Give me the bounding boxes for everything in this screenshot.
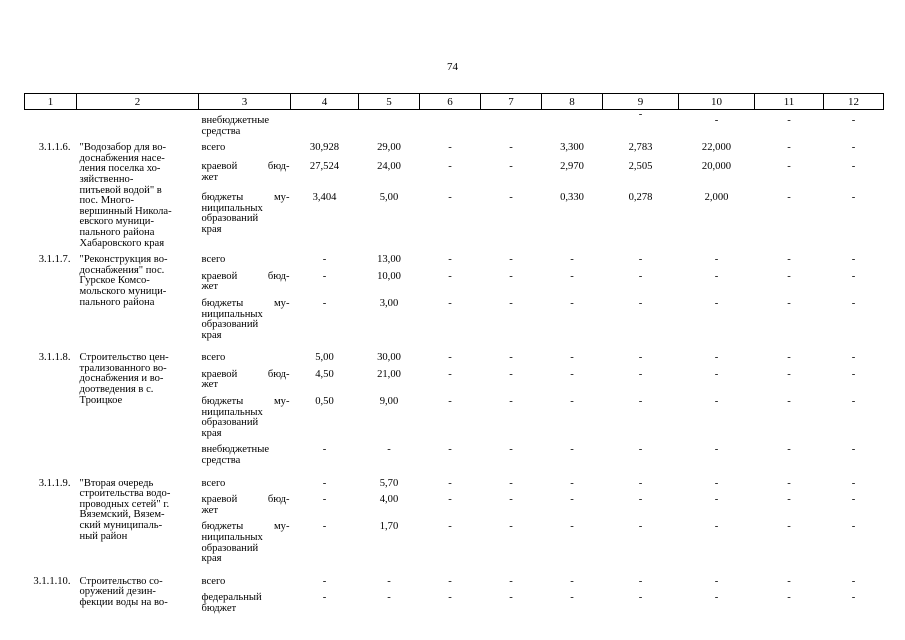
value-cell: - (570, 444, 574, 456)
value-cell: - (787, 521, 791, 533)
value-cell: - (322, 254, 327, 266)
value-cell: 5,00 (315, 352, 334, 364)
value-cell: - (448, 352, 452, 364)
value-cell: - (787, 254, 791, 266)
value-cell: - (714, 297, 719, 309)
code-cell (25, 110, 77, 138)
value-cell: - (638, 109, 643, 120)
value-cell: - (509, 494, 513, 506)
name-line: евского муници- (79, 216, 154, 228)
source-cell (199, 587, 291, 620)
source-line: всего (201, 477, 226, 489)
name-line: доотведения в с. (79, 384, 154, 396)
value-cell: - (322, 270, 327, 282)
name-line: Хабаровского края (79, 237, 165, 249)
value-cell: - (851, 270, 856, 282)
value-cell: - (509, 444, 513, 456)
value-cell: - (638, 297, 643, 309)
value-cell: - (851, 396, 856, 408)
source-line: жет (201, 171, 219, 183)
name-line: "Водозабор для во- (79, 142, 167, 154)
value-cell: - (570, 297, 574, 309)
value-cell: - (448, 396, 452, 408)
value-cell: 2,970 (560, 161, 584, 173)
value-cell (420, 110, 481, 138)
value-cell: - (714, 494, 719, 506)
source-line: средства (201, 125, 241, 137)
name-line: пального района (79, 226, 155, 238)
column-header: 7 (481, 94, 542, 110)
value-cell: - (638, 444, 643, 456)
value-cell: - (509, 396, 513, 408)
source-line: федеральный (201, 592, 262, 604)
table-row (25, 249, 884, 266)
name-cell (77, 137, 199, 249)
value-cell: - (638, 352, 643, 364)
name-line: ный район (79, 530, 128, 542)
value-cell: - (787, 592, 791, 604)
page-number: 74 (447, 61, 458, 73)
name-cell (77, 110, 199, 138)
name-line: оружений дезин- (79, 586, 156, 598)
value-cell: - (448, 521, 452, 533)
name-line: ления поселка хо- (79, 163, 161, 175)
value-cell: - (509, 142, 513, 154)
name-line: пального района (79, 296, 155, 308)
value-cell: 2,505 (628, 161, 653, 173)
value-cell: - (851, 297, 856, 309)
value-cell: - (322, 592, 327, 604)
value-cell: - (509, 575, 513, 587)
value-cell: - (638, 494, 643, 506)
source-line: всего (201, 352, 226, 364)
column-header: 10 (679, 94, 755, 110)
source-line: края (201, 427, 222, 439)
value-cell: 29,00 (377, 142, 401, 154)
source-line: края (201, 329, 222, 341)
name-line: трализованного во- (79, 362, 167, 374)
source-line: ниципальных (201, 308, 263, 320)
value-cell: - (714, 270, 719, 282)
value-cell: - (448, 592, 452, 604)
source-line: внебюджетные (201, 444, 270, 456)
name-line: "Реконструкция во- (79, 254, 168, 266)
value-cell: - (322, 297, 327, 309)
name-line: Строительство со- (79, 575, 163, 587)
value-cell: 0,330 (560, 192, 584, 204)
value-cell: - (714, 592, 719, 604)
value-cell: 4,50 (315, 368, 334, 380)
source-line: краевой бюд- (201, 368, 290, 380)
value-cell: 0,50 (315, 396, 334, 408)
source-line: ниципальных (201, 532, 263, 543)
name-line: пос. Много- (79, 195, 135, 207)
funding-table (24, 93, 884, 621)
value-cell: - (509, 521, 513, 533)
code-cell: 3.1.1.8. (38, 352, 71, 364)
value-cell: 3,404 (312, 192, 337, 204)
column-header: 12 (824, 94, 884, 110)
value-cell: - (787, 352, 791, 364)
source-line: ниципальных (201, 202, 263, 214)
source-line: краевой бюд- (201, 494, 290, 506)
name-line: Гурское Комсо- (79, 275, 150, 287)
value-cell: 27,524 (309, 161, 340, 173)
value-cell: - (509, 297, 513, 309)
value-cell: - (787, 270, 791, 282)
value-cell: - (509, 192, 513, 204)
value-cell: - (448, 161, 452, 173)
value-cell: - (714, 521, 719, 533)
column-header: 5 (359, 94, 420, 110)
value-cell: - (448, 494, 452, 506)
value-cell: - (787, 396, 791, 408)
name-cell (77, 249, 199, 347)
source-line: образований (201, 213, 259, 225)
value-cell: - (638, 254, 643, 266)
name-line: ский муниципаль- (79, 520, 163, 531)
source-line: жет (201, 379, 219, 391)
value-cell: - (787, 142, 791, 154)
value-cell: - (851, 115, 856, 126)
value-cell: - (570, 477, 574, 489)
name-line: Троицкое (79, 394, 123, 406)
source-cell (199, 473, 291, 490)
source-line: жет (201, 504, 219, 516)
value-cell: - (851, 592, 856, 604)
source-cell (199, 266, 291, 293)
column-header: 1 (25, 94, 77, 110)
value-cell: - (570, 352, 574, 364)
value-cell: - (448, 297, 452, 309)
value-cell: - (638, 396, 643, 408)
value-cell: - (638, 477, 643, 489)
source-line: бюджеты му- (201, 396, 290, 408)
value-cell: - (322, 477, 327, 489)
source-line: бюджеты му- (201, 192, 290, 204)
value-cell: 5,00 (379, 192, 399, 204)
value-cell: - (387, 444, 391, 456)
source-line: края (201, 553, 222, 565)
value-cell: - (387, 592, 391, 604)
value-cell: - (714, 575, 719, 587)
table-row (25, 110, 884, 138)
source-cell (199, 516, 291, 570)
value-cell: - (448, 142, 452, 154)
value-cell: - (851, 161, 856, 173)
column-header: 11 (755, 94, 824, 110)
value-cell: - (851, 192, 856, 204)
value-cell: - (448, 477, 452, 489)
source-line: всего (201, 254, 226, 266)
table-row (25, 347, 884, 364)
value-cell: - (714, 254, 719, 266)
source-cell (199, 249, 291, 266)
value-cell: 5,70 (379, 477, 399, 489)
source-line: внебюджетные (201, 115, 270, 126)
value-cell: 20,000 (701, 161, 732, 173)
value-cell: - (851, 352, 856, 364)
value-cell: - (448, 444, 452, 456)
value-cell: - (638, 270, 643, 282)
source-line: ниципальных (201, 406, 263, 418)
source-line: бюджеты му- (201, 521, 290, 533)
source-cell (199, 156, 291, 187)
value-cell: 2,000 (704, 192, 729, 204)
source-cell (199, 347, 291, 364)
table-row (25, 137, 884, 156)
value-cell: 22,000 (701, 142, 732, 154)
column-header: 6 (420, 94, 481, 110)
source-cell (199, 187, 291, 249)
value-cell: - (714, 352, 719, 364)
value-cell: - (787, 368, 791, 380)
column-header: 4 (291, 94, 359, 110)
value-cell: - (570, 270, 574, 282)
value-cell: - (787, 297, 791, 309)
value-cell: 24,00 (377, 161, 401, 173)
value-cell: - (509, 477, 513, 489)
value-cell: - (322, 444, 327, 456)
value-cell (481, 110, 542, 138)
value-cell (542, 110, 603, 138)
value-cell: - (787, 575, 791, 587)
source-cell (199, 137, 291, 156)
name-line: вершинный Никола- (79, 205, 172, 217)
value-cell (359, 110, 420, 138)
value-cell: - (570, 575, 574, 587)
value-cell: - (714, 477, 719, 489)
source-cell (199, 110, 291, 138)
source-line: образований (201, 542, 259, 554)
code-cell: 3.1.1.9. (38, 477, 71, 489)
value-cell: - (387, 575, 391, 587)
name-cell (77, 571, 199, 621)
column-header: 8 (542, 94, 603, 110)
value-cell: - (509, 352, 513, 364)
name-line: питьевой водой" в (79, 184, 162, 196)
value-cell: 3,300 (560, 142, 584, 154)
value-cell: - (714, 444, 719, 456)
name-line: доснабжения насе- (79, 152, 165, 164)
value-cell: - (851, 142, 856, 154)
value-cell: - (570, 368, 574, 380)
value-cell: - (787, 115, 791, 126)
value-cell: 30,00 (377, 352, 401, 364)
value-cell: - (851, 444, 856, 456)
name-line: зяйственно- (79, 173, 134, 185)
name-line: "Вторая очередь (79, 477, 154, 489)
value-cell: - (448, 192, 452, 204)
value-cell: - (638, 521, 643, 533)
name-line: мольского муници- (79, 285, 167, 297)
value-cell: 1,70 (379, 521, 399, 533)
value-cell: 21,00 (377, 368, 401, 380)
value-cell: 13,00 (377, 254, 401, 266)
value-cell (291, 110, 359, 138)
column-header: 9 (603, 94, 679, 110)
value-cell: - (638, 575, 643, 587)
value-cell: - (787, 192, 791, 204)
value-cell: - (570, 494, 574, 506)
source-cell (199, 391, 291, 439)
source-line: бюджеты му- (201, 297, 290, 309)
value-cell: - (509, 270, 513, 282)
value-cell: - (448, 575, 452, 587)
source-cell (199, 364, 291, 391)
value-cell: - (851, 575, 856, 587)
value-cell: - (787, 477, 791, 489)
name-cell (77, 347, 199, 472)
name-line: фекции воды на во- (79, 596, 168, 608)
value-cell: - (787, 444, 791, 456)
value-cell: - (638, 368, 643, 380)
value-cell: 10,00 (377, 270, 401, 282)
value-cell: - (851, 521, 856, 533)
value-cell: - (714, 115, 719, 126)
value-cell: - (509, 592, 513, 604)
column-header: 3 (199, 94, 291, 110)
value-cell: 9,00 (379, 396, 399, 408)
source-line: краевой бюд- (201, 161, 290, 173)
value-cell: - (851, 494, 856, 506)
value-cell: - (509, 161, 513, 173)
value-cell: - (322, 575, 327, 587)
name-line: проводных сетей" г. (79, 498, 170, 510)
value-cell: - (448, 368, 452, 380)
source-line: всего (201, 142, 226, 154)
column-header: 2 (77, 94, 199, 110)
source-line: всего (201, 575, 226, 587)
value-cell: 4,00 (379, 494, 399, 506)
source-cell (199, 439, 291, 472)
value-cell: 2,783 (628, 142, 653, 154)
value-cell: - (638, 592, 643, 604)
name-line: доснабжения" пос. (79, 264, 165, 276)
name-line: Строительство цен- (79, 352, 169, 364)
value-cell: - (448, 254, 452, 266)
value-cell: - (851, 254, 856, 266)
value-cell: - (570, 592, 574, 604)
source-cell (199, 293, 291, 347)
value-cell: - (509, 368, 513, 380)
source-cell (199, 489, 291, 516)
name-line: Вяземский, Вязем- (79, 509, 165, 521)
value-cell: 30,928 (309, 142, 340, 154)
value-cell: - (509, 254, 513, 266)
value-cell: - (714, 396, 719, 408)
code-cell: 3.1.1.6. (38, 142, 71, 154)
name-line: доснабжения и во- (79, 373, 164, 385)
source-line: краевой бюд- (201, 270, 290, 282)
name-line: строительства водо- (79, 488, 171, 500)
source-line: края (201, 223, 222, 235)
value-cell: - (787, 161, 791, 173)
header-row (25, 94, 884, 110)
value-cell: - (714, 368, 719, 380)
value-cell: - (570, 521, 574, 533)
source-line: средства (201, 455, 241, 467)
table-row (25, 571, 884, 588)
value-cell: - (851, 477, 856, 489)
value-cell: 0,278 (628, 192, 653, 204)
code-cell: 3.1.1.10. (33, 575, 71, 587)
name-cell (77, 473, 199, 571)
code-cell: 3.1.1.7. (38, 254, 71, 266)
source-line: бюджет (201, 602, 237, 614)
value-cell: 3,00 (379, 297, 399, 309)
value-cell: - (322, 494, 327, 506)
source-line: образований (201, 319, 259, 331)
value-cell: - (787, 494, 791, 506)
value-cell: - (851, 368, 856, 380)
value-cell: - (570, 254, 574, 266)
table-row (25, 473, 884, 490)
source-cell (199, 571, 291, 588)
source-line: образований (201, 417, 259, 429)
source-line: жет (201, 281, 219, 293)
value-cell: - (448, 270, 452, 282)
value-cell: - (570, 396, 574, 408)
value-cell: - (322, 521, 327, 533)
